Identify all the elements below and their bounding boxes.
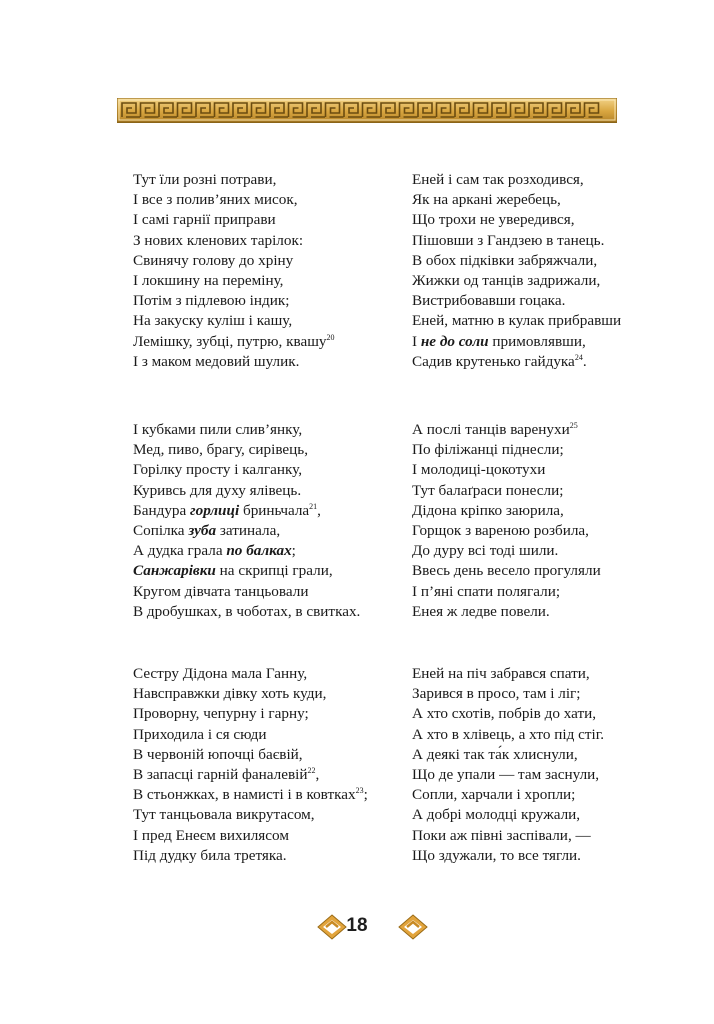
verse-text: В запасці гарній фаналевій xyxy=(133,765,308,783)
verse-line xyxy=(133,826,368,846)
verse-text: А хто схотів, побрів до хати, xyxy=(412,705,597,723)
emphasized-phrase: Санжарівки xyxy=(133,562,216,580)
verse-text: Сопли, харчали і хропли; xyxy=(412,786,576,804)
verse-line xyxy=(412,271,621,291)
meander-tile xyxy=(474,103,492,117)
stanza-5 xyxy=(133,664,368,866)
verse-text: І все з полив’яних мисок, xyxy=(133,191,298,209)
verse-line xyxy=(412,521,601,541)
emphasized-phrase: не до соли xyxy=(420,332,489,350)
stanza-6 xyxy=(412,664,604,866)
meander-tile xyxy=(307,103,325,117)
verse-line xyxy=(412,440,601,460)
meander-tile xyxy=(566,103,584,117)
verse-line xyxy=(412,332,621,352)
verse-line xyxy=(412,210,621,230)
meander-tile xyxy=(492,103,510,117)
verse-line xyxy=(412,765,604,785)
verse-line xyxy=(133,271,335,291)
verse-text: А добрі молодці кружали, xyxy=(412,806,581,824)
meander-tile xyxy=(548,103,566,117)
verse-line xyxy=(133,481,360,501)
footnote-marker: 23 xyxy=(355,786,364,796)
verse-text: І молодиці-цокотухи xyxy=(412,461,546,479)
verse-line xyxy=(133,785,368,805)
verse-text: Як на аркані жеребець, xyxy=(412,191,561,209)
verse-line xyxy=(133,725,368,745)
meander-tile xyxy=(585,103,603,117)
verse-line xyxy=(412,501,601,521)
verse-text: Тут балаґраси понесли; xyxy=(412,481,564,499)
verse-text: В обох підківки забряжчали, xyxy=(412,251,598,269)
verse-text: Тут танцьовала викрутасом, xyxy=(133,806,315,824)
stanza-2 xyxy=(412,170,621,372)
verse-text: Мед, пиво, брагу, сирівець, xyxy=(133,441,308,459)
verse-line xyxy=(412,561,601,581)
verse-text: ; xyxy=(363,786,368,804)
verse-text: Зарився в просо, там і ліг; xyxy=(412,685,581,703)
verse-text: Потім з підлевою індик; xyxy=(133,292,290,310)
stanza-3 xyxy=(133,420,360,622)
verse-text: Бандура xyxy=(133,501,191,519)
verse-line xyxy=(412,190,621,210)
verse-text: По філіжанці піднесли; xyxy=(412,441,564,459)
stanza-1 xyxy=(133,170,335,372)
verse-text: Лемішку, зубці, путрю, квашу xyxy=(133,332,327,350)
verse-line xyxy=(412,541,601,561)
meander-border-ornament xyxy=(117,98,617,122)
footnote-marker: 25 xyxy=(569,421,578,430)
verse-text: Жижки од танців задрижали, xyxy=(412,271,601,289)
verse-text: Навсправжки дівку хоть куди, xyxy=(133,685,327,703)
meander-tile xyxy=(437,103,455,117)
meander-tile xyxy=(233,103,251,117)
meander-tile xyxy=(289,103,307,117)
verse-line xyxy=(133,664,368,684)
verse-text: На закуску куліш і кашу, xyxy=(133,312,293,330)
verse-line xyxy=(133,704,368,724)
verse-text: Тут їли розні потрави, xyxy=(133,171,277,188)
verse-text: Куривсь для духу ялівець. xyxy=(133,481,302,499)
verse-line xyxy=(133,332,335,352)
verse-text: Сестру Дідона мала Ганну, xyxy=(133,665,308,682)
meander-tile xyxy=(381,103,399,117)
verse-line xyxy=(133,231,335,251)
verse-text: Горщок з вареною розбила, xyxy=(412,521,589,539)
stanza-4 xyxy=(412,420,601,622)
verse-text: Що здужали, то все тягли. xyxy=(412,846,581,864)
verse-text: , xyxy=(315,765,320,783)
verse-line xyxy=(133,190,335,210)
verse-text: А хто в хлівець, а хто під стіг. xyxy=(412,725,604,743)
verse-line xyxy=(412,684,604,704)
meander-tile xyxy=(178,103,196,117)
verse-text: Еней на піч забрався спати, xyxy=(412,665,590,682)
verse-text: Пішовши з Гандзею в танець. xyxy=(412,231,605,249)
verse-line xyxy=(133,745,368,765)
verse-line xyxy=(412,170,621,190)
verse-line xyxy=(133,251,335,271)
verse-text: Дідона кріпко заюрила, xyxy=(412,501,564,519)
verse-line xyxy=(412,251,621,271)
meander-tile xyxy=(159,103,177,117)
right-diamond-ornament-icon xyxy=(398,914,428,940)
meander-tile xyxy=(344,103,362,117)
verse-line xyxy=(133,521,360,541)
verse-line xyxy=(412,826,604,846)
meander-tile xyxy=(196,103,214,117)
verse-line xyxy=(133,291,335,311)
verse-text: , xyxy=(317,501,321,519)
verse-line xyxy=(412,725,604,745)
verse-line xyxy=(412,602,601,622)
verse-text: І кубками пили слив’янку, xyxy=(133,421,303,438)
verse-text: Енея ж ледве повели. xyxy=(412,602,550,620)
meander-tile xyxy=(122,103,140,117)
verse-text: Еней і сам так розходився, xyxy=(412,171,584,188)
verse-text: Під дудку била третяка. xyxy=(133,846,287,864)
verse-line xyxy=(133,311,335,331)
meander-tile xyxy=(418,103,436,117)
verse-line xyxy=(412,805,604,825)
footnote-marker: 21 xyxy=(309,501,318,511)
verse-line xyxy=(412,291,621,311)
page-footer xyxy=(0,912,714,942)
meander-tile xyxy=(326,103,344,117)
verse-text: Садив крутенько гайдука xyxy=(412,352,575,370)
left-diamond-ornament-icon xyxy=(317,914,347,940)
verse-text: на скрипці грали, xyxy=(215,562,333,580)
verse-line xyxy=(133,541,360,561)
verse-text: затинала, xyxy=(216,521,281,539)
verse-text: . xyxy=(582,352,587,370)
verse-line xyxy=(133,210,335,230)
verse-text: В стьонжках, в намисті і в ковтках xyxy=(133,786,356,804)
verse-line xyxy=(133,602,360,622)
verse-text: Поки аж півні заспівали, — xyxy=(412,826,591,844)
verse-text: А дудка грала xyxy=(133,542,227,560)
verse-line xyxy=(412,231,621,251)
meander-tile xyxy=(215,103,233,117)
verse-text: Ввесь день весело прогуляли xyxy=(412,562,601,580)
verse-line xyxy=(412,846,604,866)
verse-line xyxy=(412,311,621,331)
meander-tile xyxy=(252,103,270,117)
verse-text: Кругом дівчата танцьовали xyxy=(133,582,309,600)
page-number: 18 xyxy=(346,915,368,936)
verse-line xyxy=(133,561,360,581)
verse-line xyxy=(133,501,360,521)
verse-text: бриньчала xyxy=(239,501,310,519)
meander-tile xyxy=(511,103,529,117)
verse-line xyxy=(412,481,601,501)
verse-text: І пред Енеєм вихилясом xyxy=(133,826,289,844)
verse-line xyxy=(412,352,621,372)
verse-text: І локшину на переміну, xyxy=(133,271,284,289)
verse-line xyxy=(412,460,601,480)
verse-text: В червоній юпочці баєвій, xyxy=(133,745,303,763)
verse-line xyxy=(133,684,368,704)
verse-line xyxy=(412,704,604,724)
verse-text: Що де упали — там заснули, xyxy=(412,765,600,783)
verse-text: А деякі так та́к хлиснули, xyxy=(412,745,578,763)
verse-line xyxy=(133,420,360,440)
verse-line xyxy=(412,745,604,765)
verse-line xyxy=(133,352,335,372)
footnote-marker: 24 xyxy=(574,352,583,362)
verse-line xyxy=(133,440,360,460)
verse-text: Вистрибовавши гоцака. xyxy=(412,292,566,310)
verse-text: Що трохи не увередився, xyxy=(412,211,575,229)
verse-line xyxy=(412,420,601,440)
verse-text: примовлявши, xyxy=(488,332,586,350)
verse-line xyxy=(133,460,360,480)
verse-line xyxy=(133,805,368,825)
verse-line xyxy=(412,582,601,602)
meander-tile xyxy=(363,103,381,117)
meander-tile xyxy=(270,103,288,117)
meander-tile xyxy=(529,103,547,117)
meander-tile xyxy=(455,103,473,117)
verse-text: З нових кленових тарілок: xyxy=(133,231,304,249)
verse-line xyxy=(133,170,335,190)
footnote-marker: 20 xyxy=(326,332,335,342)
verse-line xyxy=(133,582,360,602)
verse-text: Проворну, чепурну і гарну; xyxy=(133,705,309,723)
verse-text: Горілку просту і калганку, xyxy=(133,461,302,479)
meander-tile xyxy=(141,103,159,117)
verse-text: І з маком медовий шулик. xyxy=(133,352,300,370)
verse-text: ; xyxy=(291,542,296,560)
verse-text: До дуру всі тоді шили. xyxy=(412,542,559,560)
verse-line xyxy=(412,785,604,805)
emphasized-phrase: горлиці xyxy=(190,501,240,519)
verse-text: І самі гарнії приправи xyxy=(133,211,276,229)
emphasized-phrase: зуба xyxy=(188,521,217,539)
verse-text: Приходила і ся сюди xyxy=(133,725,267,743)
meander-tile xyxy=(400,103,418,117)
verse-text: В дробушках, в чоботах, в свитках. xyxy=(133,602,361,620)
verse-text: І xyxy=(412,332,421,350)
verse-text: Свинячу голову до хріну xyxy=(133,251,294,269)
verse-line xyxy=(412,664,604,684)
verse-line xyxy=(133,765,368,785)
verse-text: І п’яні спати полягали; xyxy=(412,582,561,600)
verse-text: Еней, матню в кулак прибравши xyxy=(412,312,622,330)
emphasized-phrase: по балках xyxy=(226,542,292,560)
verse-text: А послі танців варенухи xyxy=(412,421,570,438)
verse-text: Сопілка xyxy=(133,521,189,539)
footnote-marker: 22 xyxy=(307,765,316,775)
verse-line xyxy=(133,846,368,866)
